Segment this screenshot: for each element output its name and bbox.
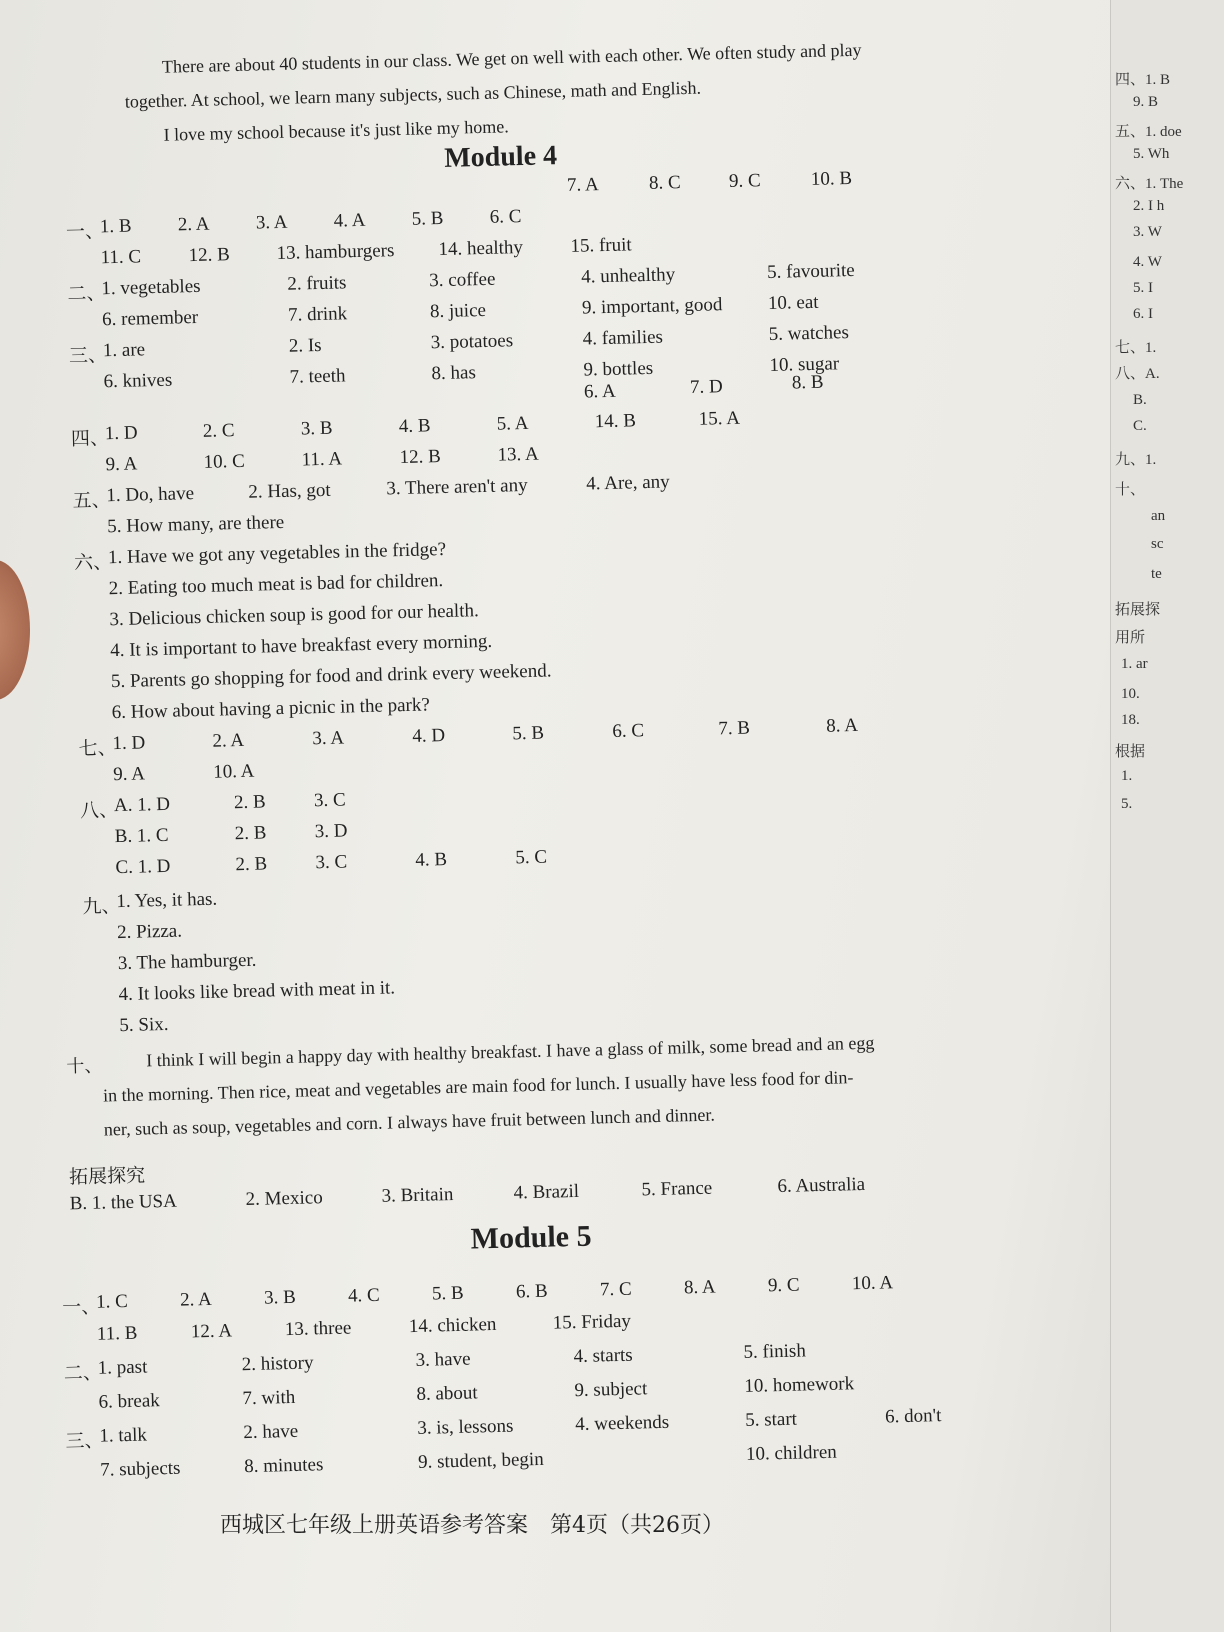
answer: 9. bottles xyxy=(583,357,654,381)
adjacent-page-fragment: 七、1. xyxy=(1115,340,1157,356)
adjacent-page-fragment: 5. I xyxy=(1133,280,1153,296)
answer: 5. watches xyxy=(768,322,850,346)
answer: 9. subject xyxy=(574,1378,648,1402)
answer: 7. with xyxy=(242,1386,296,1410)
adjacent-page-edge xyxy=(1110,0,1224,1632)
answer: 8. has xyxy=(431,362,477,385)
adjacent-page-fragment: 9. B xyxy=(1133,94,1159,110)
answer: 3. is, lessons xyxy=(417,1415,514,1439)
answer: 15. fruit xyxy=(570,234,632,257)
intro-line-3: I love my school because it's just like my home. xyxy=(163,116,509,145)
answer: 6. C xyxy=(489,206,522,228)
answer: 5. B xyxy=(512,722,545,745)
answer: 10. eat xyxy=(767,291,819,315)
answer: 10. C xyxy=(203,450,246,473)
answer: C. 1. D xyxy=(115,855,171,879)
adjacent-page-fragment: 九、1. xyxy=(1115,452,1157,468)
essay-line: in the morning. Then rice, meat and vegetables are main food for lunch. I usually have less food for din- xyxy=(102,1067,854,1106)
answer: 3. coffee xyxy=(429,268,496,292)
adjacent-page-fragment: 1. xyxy=(1121,768,1133,784)
adjacent-page-fragment: 10. xyxy=(1121,686,1140,702)
section-label: 九、 xyxy=(82,896,121,918)
answer: 3. A xyxy=(255,211,288,234)
answer-sentence: 1. Yes, it has. xyxy=(116,888,218,913)
answer: 3. B xyxy=(300,417,333,440)
answer: 5. B xyxy=(411,207,444,230)
answer: 5. How many, are there xyxy=(106,511,285,538)
adjacent-page-fragment: 2. I h xyxy=(1133,198,1165,214)
answer: 9. A xyxy=(105,453,138,476)
answer: 6. B xyxy=(515,1280,548,1303)
adjacent-page-fragment: sc xyxy=(1151,536,1164,552)
answer: 1. vegetables xyxy=(101,275,201,300)
answer: 2. C xyxy=(202,420,235,442)
adjacent-page-fragment: 4. W xyxy=(1133,254,1162,270)
answer: 7. drink xyxy=(287,303,348,326)
answer: B. 1. C xyxy=(114,824,169,848)
answer: 2. B xyxy=(234,822,267,845)
answer: 10. A xyxy=(212,760,255,783)
section-label: 五、 xyxy=(72,490,111,513)
answer: 2. history xyxy=(241,1352,314,1376)
adjacent-page-fragment: 六、1. The xyxy=(1115,176,1184,192)
answer-sentence: 4. It is important to have breakfast every morning. xyxy=(109,630,493,662)
adjacent-page-fragment: an xyxy=(1151,508,1166,524)
answer: 4. D xyxy=(412,725,446,747)
answer: 3. There aren't any xyxy=(386,474,528,500)
section-label: 七、 xyxy=(78,738,117,760)
adjacent-page-fragment: 18. xyxy=(1121,712,1140,728)
answer: 3. A xyxy=(312,727,345,750)
answer: 3. C xyxy=(313,789,346,812)
answer-sentence: 2. Pizza. xyxy=(116,920,183,944)
section-label: 十、 xyxy=(66,1055,103,1077)
answer: 5. A xyxy=(496,412,529,435)
answer-sentence: 3. Delicious chicken soup is good for our health. xyxy=(109,600,479,631)
answer: 11. B xyxy=(96,1322,138,1345)
essay-line: I think I will begin a happy day with healthy breakfast. I have a glass of milk, some bread and an egg xyxy=(145,1032,875,1071)
answer: 8. about xyxy=(416,1382,478,1405)
answer: 7. D xyxy=(689,376,723,398)
answer: 1. are xyxy=(102,339,146,362)
page-content xyxy=(32,28,1110,1613)
answer: 12. B xyxy=(399,446,442,469)
answer: 7. subjects xyxy=(99,1457,181,1481)
answer: 15. Friday xyxy=(552,1310,632,1334)
answer: 2. A xyxy=(179,1288,213,1311)
adjacent-page-fragment: 四、1. B xyxy=(1115,72,1171,88)
answer-sentence: 5. Six. xyxy=(119,1013,169,1037)
adjacent-page-fragment: 十、 xyxy=(1115,482,1146,498)
answer: 7. teeth xyxy=(289,365,346,388)
answer: 10. sugar xyxy=(769,353,840,376)
answer: 6. C xyxy=(612,720,645,742)
answer: 3. C xyxy=(315,851,348,874)
answer: 14. chicken xyxy=(408,1313,497,1338)
adjacent-page-fragment: 6. I xyxy=(1133,306,1153,322)
answer: 2. Has, got xyxy=(248,479,331,503)
answer: 6. knives xyxy=(103,369,173,393)
section-label: 一、 xyxy=(62,1296,101,1319)
section-label: 四、 xyxy=(70,428,110,451)
answer: 5. start xyxy=(744,1408,798,1431)
answer: 9. important, good xyxy=(581,294,723,319)
answer: 2. Is xyxy=(288,334,322,357)
intro-line-1: There are about 40 students in our class. We get on well with each other. We often study and play xyxy=(161,39,862,77)
adjacent-page-fragment: 五、1. doe xyxy=(1115,124,1182,140)
answer: 3. potatoes xyxy=(430,330,514,354)
adjacent-page-fragment: 1. ar xyxy=(1121,656,1148,672)
answer: 4. families xyxy=(582,326,664,350)
answer: 10. homework xyxy=(744,1373,855,1397)
section-label: 三、 xyxy=(65,1430,104,1453)
adjacent-page-fragment: 3. W xyxy=(1133,224,1162,240)
answer: 14. B xyxy=(594,410,637,433)
adjacent-page-fragment: 根据 xyxy=(1115,744,1146,760)
answer: 6. remember xyxy=(101,306,199,331)
answer: 14. healthy xyxy=(438,236,524,261)
answer: 6. don't xyxy=(884,1405,942,1428)
answer: 5. B xyxy=(431,1282,464,1305)
answer: 5. C xyxy=(515,846,548,869)
essay-line: ner, such as soup, vegetables and corn. I always have fruit between lunch and dinner. xyxy=(103,1104,716,1140)
answer: 7. C xyxy=(599,1278,632,1301)
answer: 12. B xyxy=(188,244,231,267)
answer: 12. A xyxy=(190,1320,233,1343)
adjacent-page-fragment: C. xyxy=(1133,418,1147,434)
answer: 6. Australia xyxy=(777,1173,866,1198)
answer: 10. B xyxy=(810,167,853,190)
answer: 4. B xyxy=(415,849,448,871)
section-label: 三、 xyxy=(68,345,108,368)
answer: 13. three xyxy=(284,1317,352,1341)
adjacent-page-fragment: 5. Wh xyxy=(1133,146,1170,162)
answer: 4. Brazil xyxy=(513,1180,580,1204)
adjacent-page-fragment: te xyxy=(1151,566,1162,582)
adjacent-page-fragment: 八、A. xyxy=(1115,366,1160,382)
answer: 1. D xyxy=(112,732,146,755)
module-5-title: Module 5 xyxy=(470,1219,592,1256)
answer: 5. finish xyxy=(743,1340,807,1363)
answer: 2. A xyxy=(177,213,210,236)
answer: 8. A xyxy=(683,1276,716,1299)
section-label: 二、 xyxy=(67,283,106,306)
answer: 4. Are, any xyxy=(586,471,670,495)
answer: 9. C xyxy=(728,170,761,192)
answer: 4. starts xyxy=(573,1344,633,1368)
answer: 6. break xyxy=(98,1390,161,1413)
answer: 4. C xyxy=(347,1284,380,1307)
answer-sentence: 3. The hamburger. xyxy=(117,949,257,975)
answer: 1. talk xyxy=(99,1424,148,1447)
adjacent-page-fragment: 拓展探 xyxy=(1115,602,1161,618)
answer: 1. past xyxy=(97,1356,148,1379)
answer: 2. have xyxy=(243,1420,299,1444)
answer-sentence: 6. How about having a picnic in the park? xyxy=(111,694,431,724)
answer: 2. fruits xyxy=(287,272,347,295)
answer: 1. Do, have xyxy=(106,483,195,507)
answer: 15. A xyxy=(698,407,741,430)
answer: 1. D xyxy=(104,422,138,445)
answer-sentence: 5. Parents go shopping for food and drink every weekend. xyxy=(110,660,552,693)
answer: 10. children xyxy=(745,1441,838,1465)
answer-sentence: 1. Have we got any vegetables in the fridge? xyxy=(107,538,447,569)
answer: 10. A xyxy=(851,1272,894,1295)
intro-line-2: together. At school, we learn many subjects, such as Chinese, math and English. xyxy=(124,77,702,112)
answer: 8. juice xyxy=(429,299,487,323)
answer: 7. B xyxy=(718,717,751,740)
answer: 7. A xyxy=(566,174,599,196)
answer: 4. unhealthy xyxy=(580,264,676,288)
section-label: 六、 xyxy=(73,552,113,575)
answer: 3. D xyxy=(314,820,348,843)
answer-sentence: 4. It looks like bread with meat in it. xyxy=(118,977,396,1006)
answer: 4. weekends xyxy=(575,1411,670,1436)
answer: 9. A xyxy=(112,763,146,786)
answer: 11. C xyxy=(100,246,142,269)
module-4-title: Module 4 xyxy=(443,140,558,174)
adjacent-page-fragment: 5. xyxy=(1121,796,1133,812)
adjacent-page-fragment: B. xyxy=(1133,392,1147,408)
answer: 3. Britain xyxy=(381,1183,454,1207)
answer: 8. minutes xyxy=(243,1454,324,1478)
answer: 1. B xyxy=(99,215,132,238)
answer: 11. A xyxy=(301,448,343,471)
page-footer: 西城区七年级上册英语参考答案 第4页（共26页） xyxy=(220,1513,724,1538)
answer: 13. A xyxy=(497,443,539,466)
section-label: 拓展探究 xyxy=(68,1165,146,1189)
answer: 8. C xyxy=(648,172,681,194)
answer: 9. student, begin xyxy=(417,1448,544,1473)
answer: 3. B xyxy=(263,1286,297,1309)
answer: B. 1. the USA xyxy=(69,1190,178,1215)
section-label: 二、 xyxy=(63,1362,103,1385)
section-label: 八、 xyxy=(79,800,119,822)
answer: 13. hamburgers xyxy=(276,240,395,265)
answer: 2. B xyxy=(235,853,268,876)
answer: A. 1. D xyxy=(113,793,171,817)
answer: 8. A xyxy=(826,714,859,737)
answer: 8. B xyxy=(791,371,824,394)
answer: 4. A xyxy=(333,209,366,232)
section-label: 一、 xyxy=(65,221,105,244)
answer: 3. have xyxy=(415,1348,471,1371)
answer: 2. B xyxy=(233,791,266,814)
answer: 5. favourite xyxy=(766,259,855,284)
answer: 2. Mexico xyxy=(245,1187,323,1211)
answer: 4. B xyxy=(398,415,431,438)
answer: 6. A xyxy=(583,380,616,403)
answer: 2. A xyxy=(212,729,245,752)
answer: 1. C xyxy=(95,1290,129,1313)
answer: 5. France xyxy=(641,1177,713,1201)
adjacent-page-fragment: 用所 xyxy=(1115,630,1146,646)
answer-sentence: 2. Eating too much meat is bad for children. xyxy=(108,570,444,600)
answer: 9. C xyxy=(767,1274,800,1297)
